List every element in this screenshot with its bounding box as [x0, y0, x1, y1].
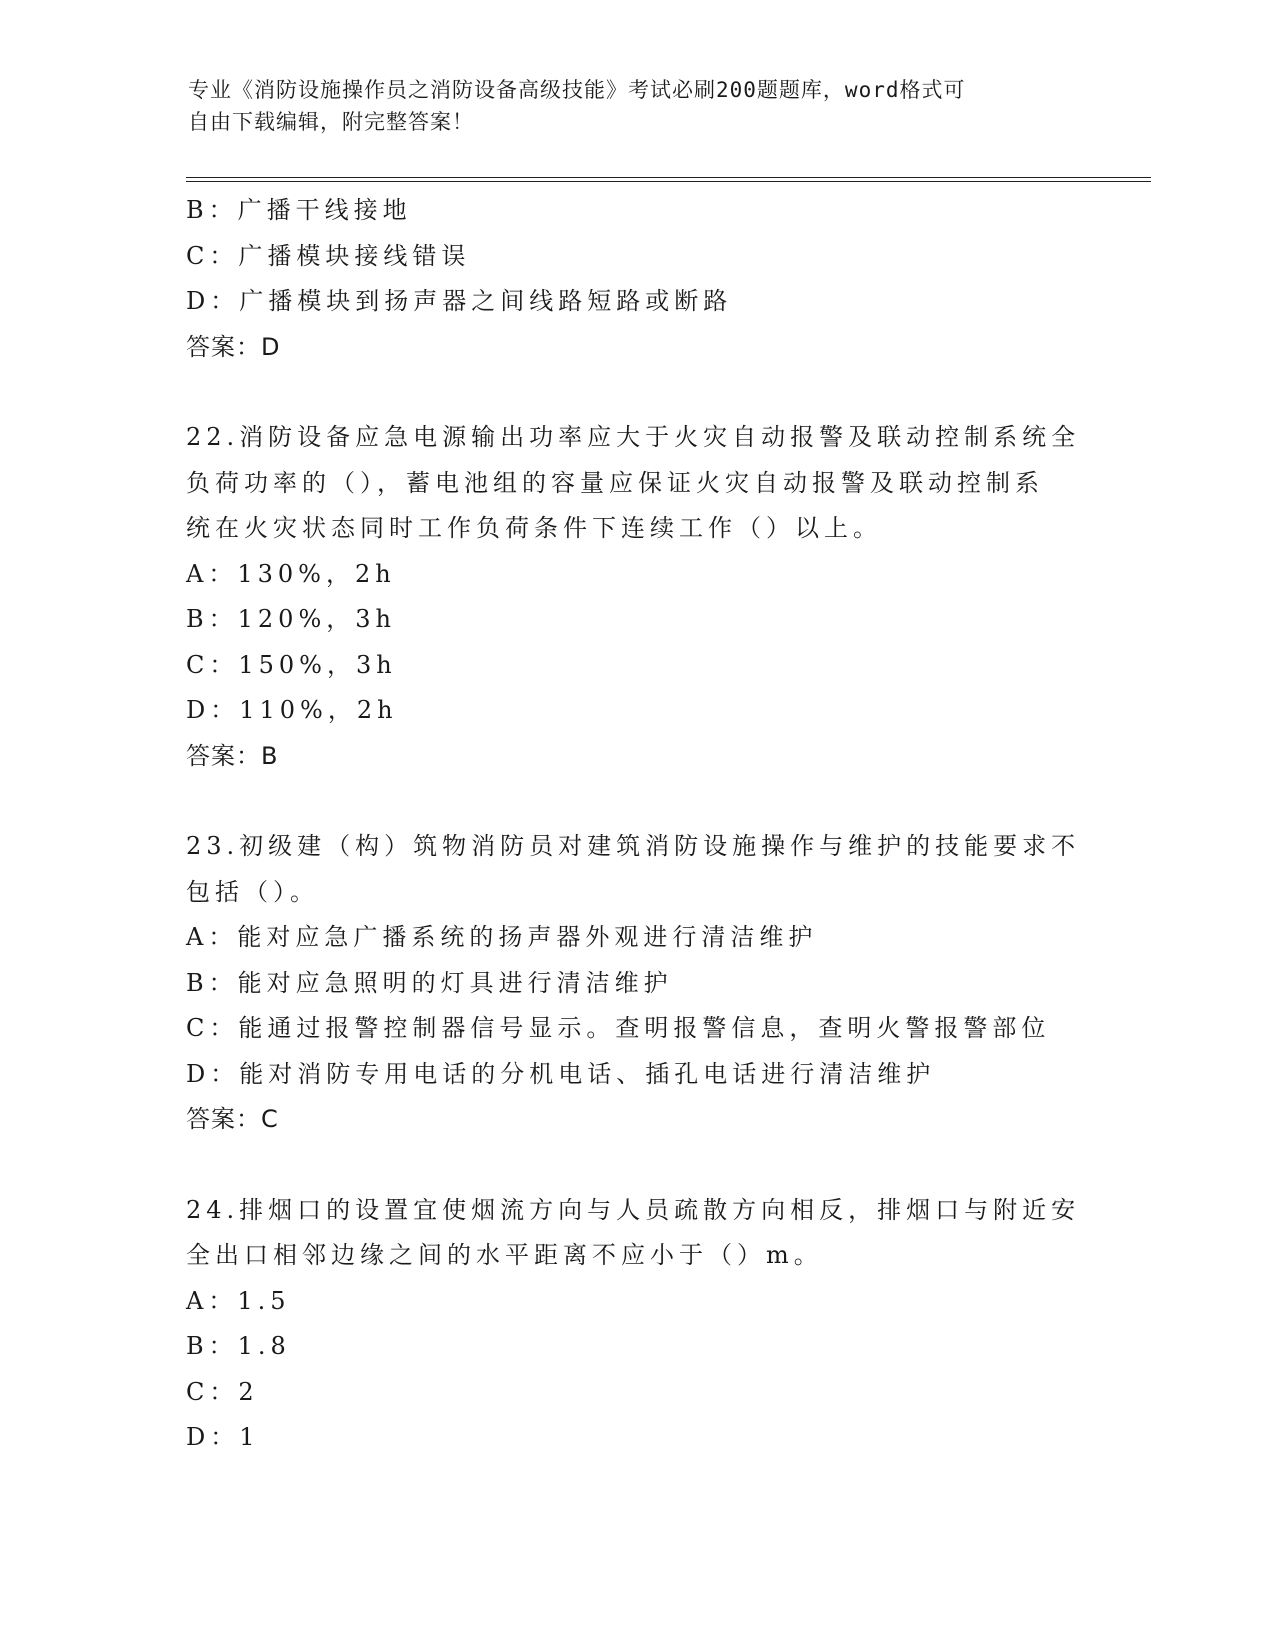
document-header	[188, 74, 1088, 138]
question-text-line: 统在火灾状态同时工作负荷条件下连续工作（）以上。	[186, 514, 882, 542]
answer-line: 答案：B	[186, 741, 279, 770]
question-content	[186, 188, 1086, 1461]
option-a: A：能对应急广播系统的扬声器外观进行清洁维护	[186, 923, 818, 951]
option-b: B：能对应急照明的灯具进行清洁维护	[186, 968, 673, 997]
header-double-rule	[186, 177, 1151, 182]
option-a: A：1.5	[186, 1286, 291, 1315]
option-c: C：150%，3h	[186, 650, 397, 679]
question-text-line: 包括（）。	[186, 877, 319, 906]
question-text-line: 全出口相邻边缘之间的水平距离不应小于（）m。	[186, 1241, 823, 1269]
option-d: D：广播模块到扬声器之间线路短路或断路	[186, 287, 733, 315]
spacer	[186, 1143, 1086, 1188]
question-21-tail	[186, 188, 1086, 370]
question-23	[186, 824, 1086, 1143]
question-24	[186, 1188, 1086, 1461]
question-22	[186, 415, 1086, 779]
header-line-2: 自由下载编辑，附完整答案！	[188, 110, 474, 134]
answer-line: 答案：D	[186, 332, 281, 361]
option-d: D：1	[186, 1423, 260, 1451]
option-d: D：110%，2h	[186, 696, 398, 724]
spacer	[186, 370, 1086, 415]
question-text-line: 22.消防设备应急电源输出功率应大于火灾自动报警及联动控制系统全	[186, 423, 1081, 451]
option-b: B：广播干线接地	[186, 196, 412, 224]
option-b: B：120%，3h	[186, 605, 396, 633]
spacer	[186, 779, 1086, 824]
option-a: A：130%，2h	[186, 559, 396, 588]
header-line-1: 专业《消防设施操作员之消防设备高级技能》考试必刷200题题库，word格式可	[188, 78, 966, 102]
answer-line: 答案：C	[186, 1105, 279, 1133]
question-text-line: 24.排烟口的设置宜使烟流方向与人员疏散方向相反，排烟口与附近安	[186, 1195, 1081, 1224]
option-c: C：2	[186, 1377, 259, 1406]
question-text-line: 23.初级建（构）筑物消防员对建筑消防设施操作与维护的技能要求不	[186, 832, 1081, 860]
option-b: B：1.8	[186, 1332, 291, 1360]
option-c: C：广播模块接线错误	[186, 241, 471, 270]
question-text-line: 负荷功率的（），蓄电池组的容量应保证火灾自动报警及联动控制系	[186, 468, 1044, 497]
option-c: C：能通过报警控制器信号显示。查明报警信息，查明火警报警部位	[186, 1014, 1051, 1042]
option-d: D：能对消防专用电话的分机电话、插孔电话进行清洁维护	[186, 1059, 936, 1088]
